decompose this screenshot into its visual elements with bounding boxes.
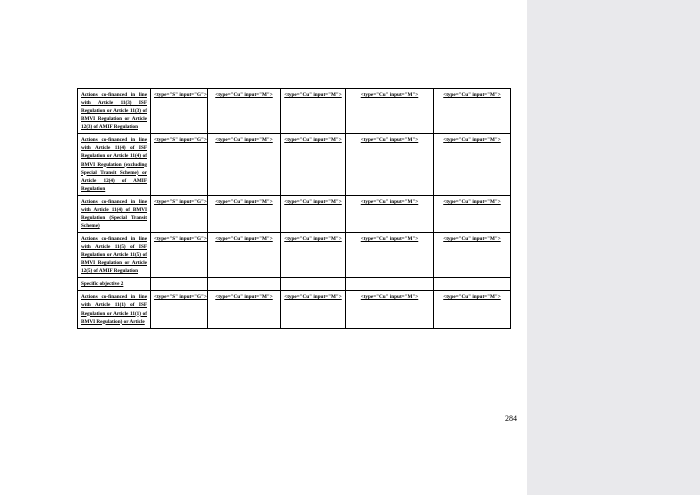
row-label-cell [78, 195, 151, 232]
table-row [78, 233, 511, 278]
row-cell-empty [281, 278, 346, 291]
row-label: Actions co-financed in line with Article 11(1) of ISF Regulation or Article 11(1) of BMVI Regulation) or Article [81, 294, 147, 325]
cell-code: <type="Cu" input="M"> [215, 137, 273, 144]
cell-code: <type="S" input="G"> [154, 137, 207, 144]
cell-code: <type="Cu" input="M"> [284, 137, 342, 144]
cell-code: <type="S" input="G"> [154, 294, 207, 301]
cell-code: <type="Cu" input="M"> [443, 92, 501, 98]
row-cell-empty [346, 278, 434, 291]
cell-code: <type="Cu" input="M"> [360, 198, 419, 205]
row-cell-empty [208, 278, 281, 291]
row-cell-value [434, 134, 511, 195]
cell-code: <type="Cu" input="M"> [443, 236, 501, 242]
row-label-cell [78, 89, 151, 134]
row-label-cell [78, 291, 151, 328]
cell-code: <type="Cu" input="M"> [443, 294, 501, 301]
section-label: Specific objective 2 [81, 281, 124, 288]
row-cell-value [434, 195, 511, 232]
row-cell-value [434, 233, 511, 278]
row-cell-type [151, 89, 208, 134]
row-cell-value [208, 195, 281, 232]
cell-code: <type="Cu" input="M"> [443, 137, 501, 144]
row-label-cell [78, 134, 151, 195]
regulation-table [77, 88, 511, 329]
cell-code: <type="S" input="G"> [154, 236, 207, 242]
row-cell-type [151, 233, 208, 278]
right-margin-panel [527, 0, 700, 495]
row-cell-type [151, 134, 208, 195]
page-number: 284 [505, 414, 517, 423]
row-cell-value [346, 195, 434, 232]
table-body [78, 89, 511, 329]
row-label: Actions co-financed in line with Article 11(4) of BMVI Regulation (Special Transit Scheme) [81, 198, 147, 229]
cell-code: <type="Cu" input="M"> [360, 294, 419, 301]
table-row [78, 195, 511, 232]
row-cell-value [281, 134, 346, 195]
row-cell-value [281, 233, 346, 278]
cell-code: <type="Cu" input="M"> [284, 294, 342, 301]
row-label: Actions co-financed in line with Article 11(5) of ISF Regulation or Article 11(5) of BMVI Regulation or Article 12(5) of AMIF Regulation [81, 236, 147, 275]
table-row [78, 134, 511, 195]
table-row [78, 89, 511, 134]
cell-code: <type="Cu" input="M"> [360, 137, 419, 144]
row-label-cell [78, 233, 151, 278]
row-cell-value [434, 89, 511, 134]
row-cell-value [346, 291, 434, 328]
cell-code: <type="Cu" input="M"> [284, 92, 342, 98]
row-cell-value [281, 291, 346, 328]
row-cell-value [281, 89, 346, 134]
row-label: Actions co-financed in line with Article 11(4) of ISF Regulation or Article 11(4) of BMVI Regulation (excluding Special Transit Scheme) or Article 12(4) of AMIF Regulation [81, 137, 147, 192]
cell-code: <type="Cu" input="M"> [443, 198, 501, 205]
cell-code: <type="Cu" input="M"> [284, 236, 342, 242]
cell-code: <type="Cu" input="M"> [215, 236, 273, 242]
row-cell-value [208, 233, 281, 278]
row-cell-empty [151, 278, 208, 291]
cell-code: <type="S" input="G"> [154, 198, 207, 205]
cell-code: <type="Cu" input="M"> [215, 198, 273, 205]
row-cell-value [208, 134, 281, 195]
row-label: Actions co-financed in line with Article 11(3) ISF Regulation or Article 11(3) of BMVI Regulation or Article 12(3) of AMIF Regulation [81, 92, 147, 131]
table-row-section-header [78, 278, 511, 291]
cell-code: <type="S" input="G"> [154, 92, 207, 98]
row-label-cell [78, 278, 151, 291]
row-cell-value [281, 195, 346, 232]
row-cell-value [346, 89, 434, 134]
cell-code: <type="Cu" input="M"> [215, 294, 273, 301]
row-cell-type [151, 195, 208, 232]
cell-code: <type="Cu" input="M"> [215, 92, 273, 98]
row-cell-value [434, 291, 511, 328]
table-row [78, 291, 511, 328]
row-cell-value [346, 134, 434, 195]
row-cell-value [208, 89, 281, 134]
cell-code: <type="Cu" input="M"> [360, 92, 419, 98]
row-cell-value [346, 233, 434, 278]
row-cell-empty [434, 278, 511, 291]
cell-code: <type="Cu" input="M"> [284, 198, 342, 205]
cell-code: <type="Cu" input="M"> [360, 236, 419, 242]
row-cell-type [151, 291, 208, 328]
row-cell-value [208, 291, 281, 328]
